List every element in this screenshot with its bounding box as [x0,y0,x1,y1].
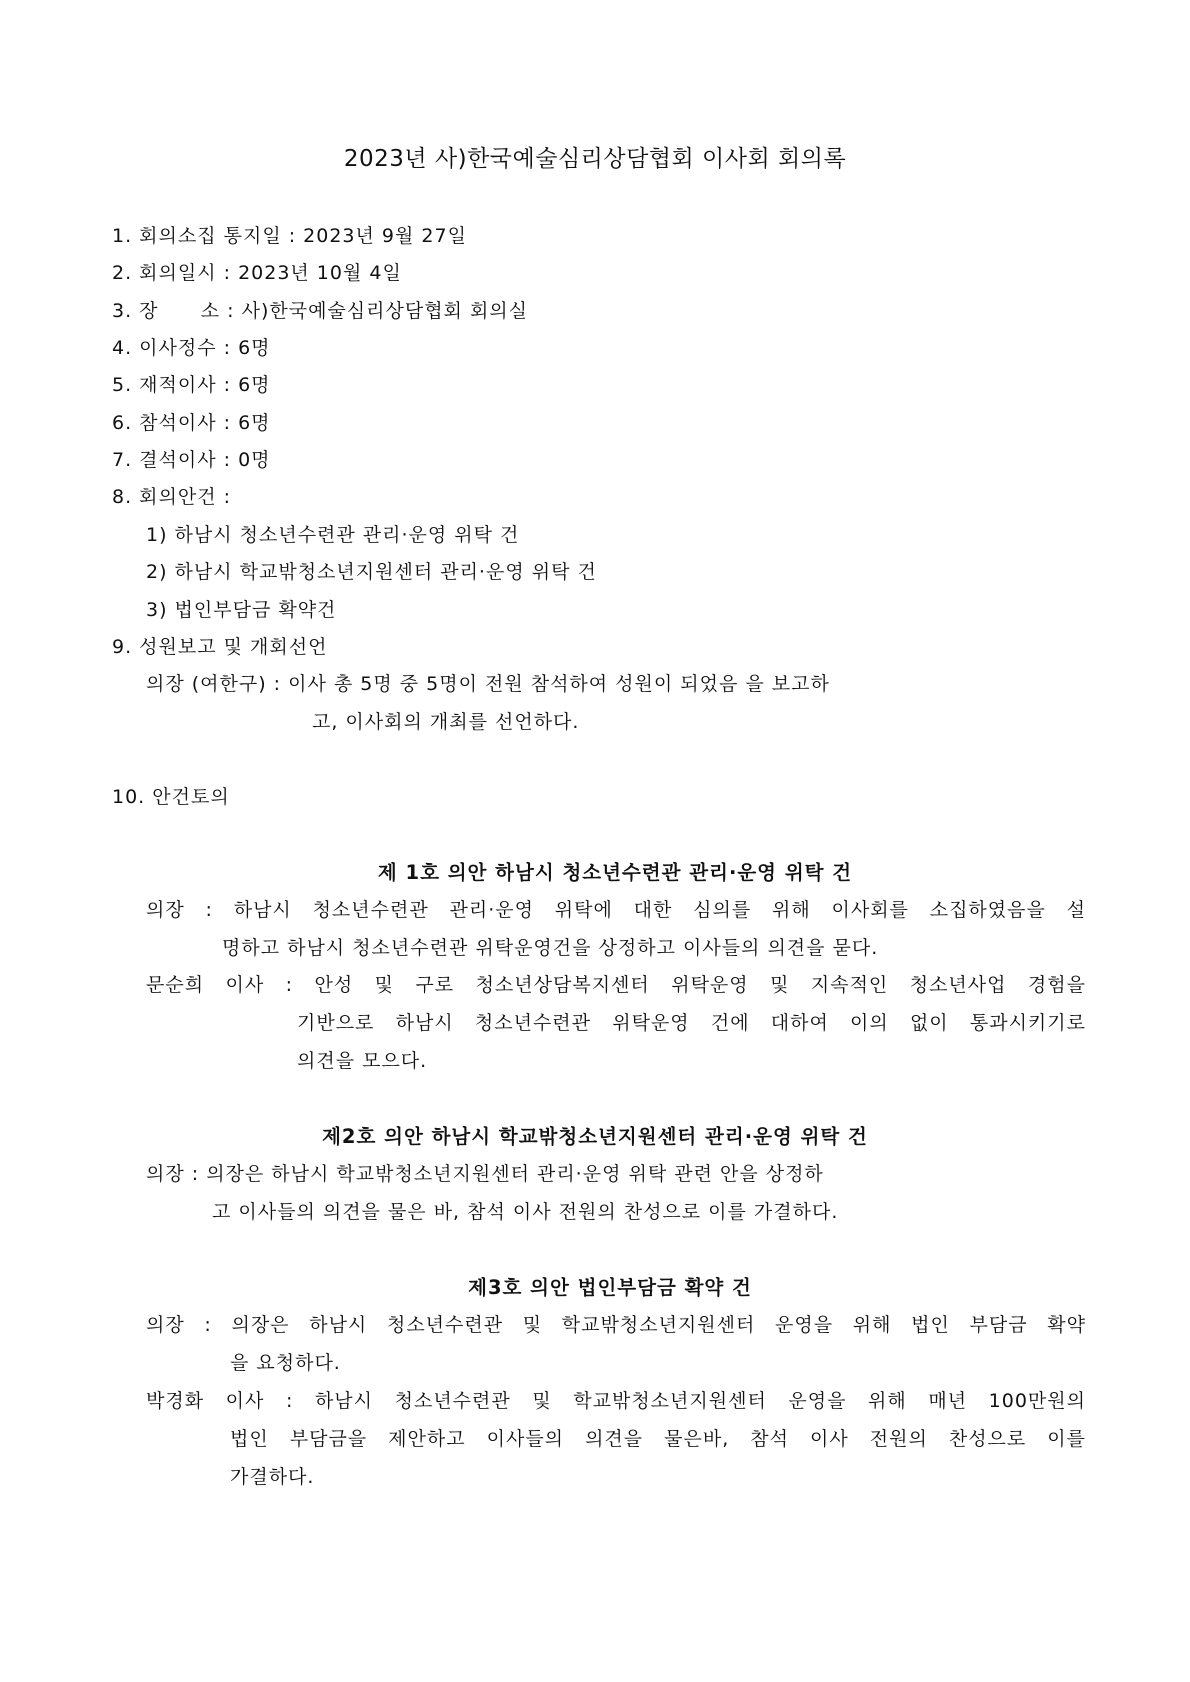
motion-1-director-line2-text: 기반으로 하남시 청소년수련관 위탁운영 건에 대하여 이의 없이 통과시키기로 [297,1012,1086,1034]
motion-1-heading: 제 1호 의안 하남시 청소년수련관 관리·운영 위탁 건 [377,861,853,884]
page-title: 2023년 사)한국예술심리상담협회 이사회 회의록 [343,146,847,172]
motion-1-chair-line1-text: 의장 : 하남시 청소년수련관 관리·운영 위탁에 대한 심의를 위해 이사회를 소집하였음을 설 [146,899,1086,921]
motion-1-director-line1-text: 문순희 이사 : 안성 및 구로 청소년상담복지센터 위탁운영 및 지속적인 청소년사업 경험을 [146,974,1086,996]
list-item-meeting-date: 2. 회의일시 : 2023년 10월 4일 [112,262,402,284]
motion-3-heading: 제3호 의안 법인부담금 확약 건 [468,1276,752,1299]
motion-2-heading: 제2호 의안 하남시 학교밖청소년지원센터 관리·운영 위탁 건 [322,1125,868,1148]
motion-3-director-line2 [230,1424,1086,1451]
motion-1-director-line3: 의견을 모으다. [297,1050,428,1072]
motion-1-chair-line1 [146,895,1086,922]
motion-3-director-line1-text: 박경화 이사 : 하남시 청소년수련관 및 학교밖청소년지원센터 운영을 위해 매년 100만원의 [146,1390,1086,1412]
list-item-quorum: 9. 성원보고 및 개회선언 [112,636,328,658]
list-item-attending-directors: 6. 참석이사 : 6명 [112,412,271,434]
motion-1-director-line1 [146,970,1086,997]
list-item-location: 3. 장 소 : 사)한국예술심리상담협회 회의실 [112,300,529,322]
motion-1-director-line2 [297,1008,1086,1035]
motion-2-chair-line1: 의장 : 의장은 하남시 학교밖청소년지원센터 관리·운영 위탁 관련 안을 상정하 [146,1163,824,1185]
agenda-item-2: 2) 하남시 학교밖청소년지원센터 관리·운영 위탁 건 [146,561,597,583]
motion-3-chair-line1 [146,1310,1086,1337]
motion-1-chair-line2: 명하고 하남시 청소년수련관 위탁운영건을 상정하고 이사들의 의견을 묻다. [222,937,879,959]
motion-3-chair-line2: 을 요청하다. [230,1352,341,1374]
motion-3-director-line2-text: 법인 부담금을 제안하고 이사들의 의견을 물은바, 참석 이사 전원의 찬성으로 이를 [230,1428,1086,1450]
motion-3-director-line1 [146,1386,1086,1413]
list-item-enrolled-directors: 5. 재적이사 : 6명 [112,374,271,396]
quorum-statement-line2: 고, 이사회의 개최를 선언하다. [312,711,580,733]
list-item-absent-directors: 7. 결석이사 : 0명 [112,449,271,471]
motion-3-chair-line1-text: 의장 : 의장은 하남시 청소년수련관 및 학교밖청소년지원센터 운영을 위해 법인 부담금 확약 [146,1314,1086,1336]
list-item-director-quota: 4. 이사정수 : 6명 [112,337,271,359]
motion-2-chair-line2: 고 이사들의 의견을 물은 바, 참석 이사 전원의 찬성으로 이를 가결하다. [212,1201,839,1223]
list-item-discussion: 10. 안건토의 [112,786,230,808]
list-item-notice-date: 1. 회의소집 통지일 : 2023년 9월 27일 [112,225,467,247]
quorum-statement-line1: 의장 (여한구) : 이사 총 5명 중 5명이 전원 참석하여 성원이 되었음 을 보고하 [146,673,830,695]
agenda-item-3: 3) 법인부담금 확약건 [146,599,337,621]
motion-3-director-line3: 가결하다. [230,1466,315,1488]
agenda-item-1: 1) 하남시 청소년수련관 관리·운영 위탁 건 [146,524,520,546]
list-item-agenda-label: 8. 회의안건 : [112,486,232,508]
